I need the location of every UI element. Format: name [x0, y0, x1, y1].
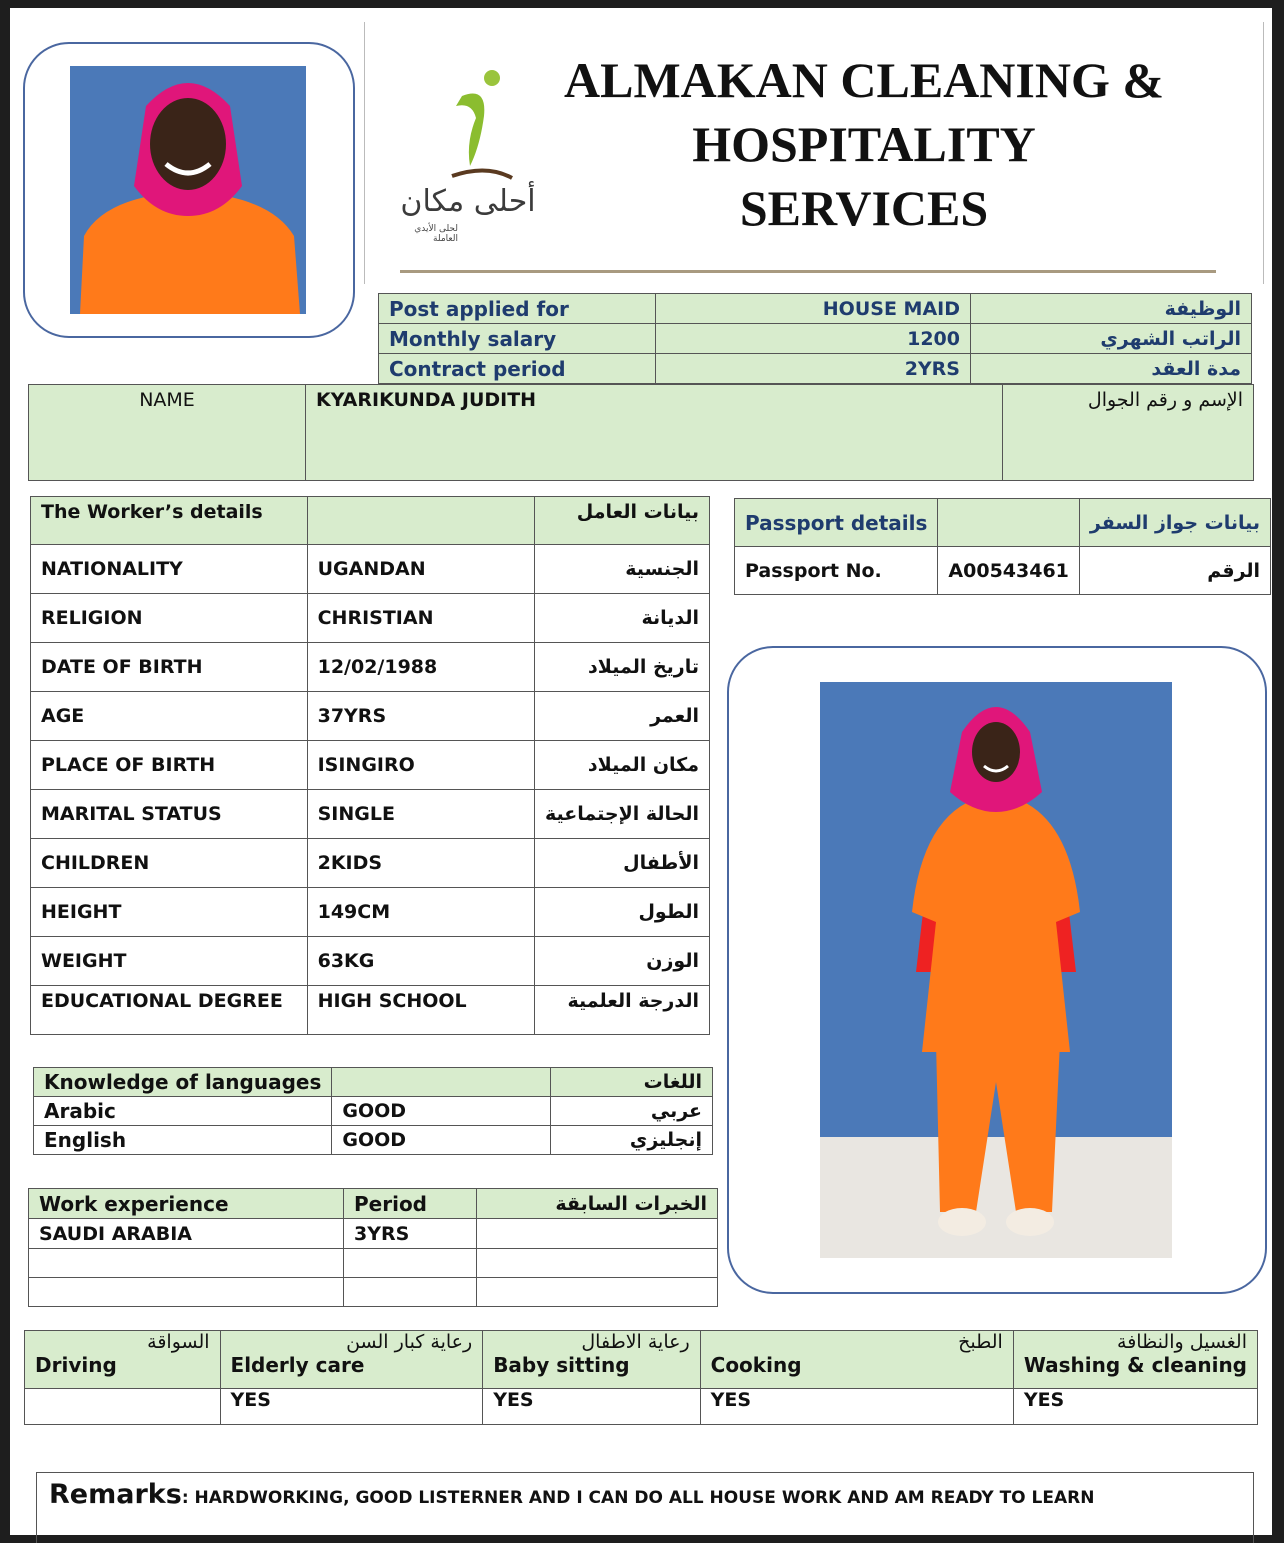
skill-washing-value: YES — [1013, 1389, 1257, 1425]
passport-header-label: Passport details — [735, 499, 938, 547]
education-label: EDUCATIONAL DEGREE — [31, 986, 308, 1035]
languages-header-blank — [332, 1068, 551, 1097]
skill-driving-ar: السواقة — [147, 1331, 210, 1353]
weight-label-ar: الوزن — [535, 937, 710, 986]
remarks-text: : HARDWORKING, GOOD LISTERNER AND I CAN DO ALL HOUSE WORK AND AM READY TO LEARN — [181, 1488, 1095, 1508]
age-value: 37YRS — [307, 692, 534, 741]
skill-washing-header — [1013, 1331, 1257, 1389]
passport-no-label: Passport No. — [735, 547, 938, 595]
experience-header-label: Work experience — [29, 1189, 344, 1219]
experience-period: 3YRS — [344, 1219, 477, 1249]
weight-label: WEIGHT — [31, 937, 308, 986]
post-label: Post applied for — [379, 294, 656, 324]
skill-driving-header — [25, 1331, 221, 1389]
pob-label-ar: مكان الميلاد — [535, 741, 710, 790]
marital-value: SINGLE — [307, 790, 534, 839]
religion-value: CHRISTIAN — [307, 594, 534, 643]
skill-cooking-ar: الطبخ — [958, 1331, 1003, 1353]
skill-cooking-header — [700, 1331, 1013, 1389]
lang-english-ar: إنجليزي — [551, 1126, 713, 1155]
lang-arabic-label: Arabic — [34, 1097, 332, 1126]
marital-label: MARITAL STATUS — [31, 790, 308, 839]
children-label-ar: الأطفال — [535, 839, 710, 888]
portrait-frame — [23, 42, 355, 338]
experience-empty-cell — [477, 1249, 718, 1278]
header-divider — [400, 270, 1216, 273]
job-table — [378, 293, 1252, 384]
name-label: NAME — [29, 385, 306, 481]
skill-elderly-ar: رعاية كبار السن — [346, 1331, 473, 1353]
dob-label-ar: تاريخ الميلاد — [535, 643, 710, 692]
salary-value: 1200 — [656, 324, 971, 354]
experience-blank — [477, 1219, 718, 1249]
worker-header-blank — [307, 497, 534, 545]
skill-baby-en: Baby sitting — [493, 1353, 630, 1377]
company-title — [548, 48, 1180, 240]
contract-value: 2YRS — [656, 354, 971, 384]
salary-label-ar: الراتب الشهري — [971, 324, 1252, 354]
skill-driving-en: Driving — [35, 1353, 117, 1377]
dob-label: DATE OF BIRTH — [31, 643, 308, 692]
nationality-value: UGANDAN — [307, 545, 534, 594]
experience-header-period: Period — [344, 1189, 477, 1219]
experience-empty-cell — [29, 1278, 344, 1307]
skill-cooking-value: YES — [700, 1389, 1013, 1425]
remarks-box — [36, 1472, 1254, 1543]
skill-baby-value: YES — [483, 1389, 700, 1425]
experience-empty-cell — [344, 1278, 477, 1307]
logo-arabic-text: أحلى مكان — [400, 184, 536, 219]
height-label-ar: الطول — [535, 888, 710, 937]
experience-table — [28, 1188, 718, 1307]
logo-sub-text: لحلى الأيدي العاملة — [414, 224, 458, 244]
skill-elderly-en: Elderly care — [230, 1353, 365, 1377]
post-label-ar: الوظيفة — [971, 294, 1252, 324]
experience-empty-cell — [477, 1278, 718, 1307]
skill-cooking-en: Cooking — [710, 1353, 802, 1377]
name-table — [28, 384, 1254, 481]
education-label-ar: الدرجة العلمية — [535, 986, 710, 1035]
company-title-line-2: HOSPITALITY — [692, 116, 1036, 172]
worker-header-ar: بيانات العامل — [535, 497, 710, 545]
fullbody-photo — [820, 682, 1172, 1258]
passport-header-ar: بيانات جواز السفر — [1079, 499, 1270, 547]
passport-header-blank — [938, 499, 1079, 547]
experience-empty-cell — [29, 1249, 344, 1278]
skill-baby-header — [483, 1331, 700, 1389]
children-label: CHILDREN — [31, 839, 308, 888]
skill-elderly-header — [220, 1331, 483, 1389]
salary-label: Monthly salary — [379, 324, 656, 354]
skill-driving-value — [25, 1389, 221, 1425]
contract-label-ar: مدة العقد — [971, 354, 1252, 384]
languages-table — [33, 1067, 713, 1155]
age-label: AGE — [31, 692, 308, 741]
religion-label: RELIGION — [31, 594, 308, 643]
company-title-line-3: SERVICES — [739, 180, 989, 236]
weight-value: 63KG — [307, 937, 534, 986]
remarks-label: Remarks — [49, 1479, 182, 1510]
languages-header-ar: اللغات — [551, 1068, 713, 1097]
skill-washing-ar: الغسيل والنظافة — [1117, 1331, 1247, 1353]
experience-header-ar: الخبرات السابقة — [477, 1189, 718, 1219]
post-value: HOUSE MAID — [656, 294, 971, 324]
skills-table — [24, 1330, 1258, 1425]
passport-no-label-ar: الرقم — [1079, 547, 1270, 595]
pob-label: PLACE OF BIRTH — [31, 741, 308, 790]
passport-table — [734, 498, 1271, 595]
education-value: HIGH SCHOOL — [307, 986, 534, 1035]
religion-label-ar: الديانة — [535, 594, 710, 643]
languages-header-label: Knowledge of languages — [34, 1068, 332, 1097]
nationality-label: NATIONALITY — [31, 545, 308, 594]
nationality-label-ar: الجنسية — [535, 545, 710, 594]
skill-elderly-value: YES — [220, 1389, 483, 1425]
experience-country: SAUDI ARABIA — [29, 1219, 344, 1249]
height-value: 149CM — [307, 888, 534, 937]
lang-arabic-value: GOOD — [332, 1097, 551, 1126]
age-label-ar: العمر — [535, 692, 710, 741]
company-logo — [392, 66, 542, 246]
lang-english-value: GOOD — [332, 1126, 551, 1155]
pob-value: ISINGIRO — [307, 741, 534, 790]
skill-baby-ar: رعاية الاطفال — [581, 1331, 690, 1353]
worker-header-label: The Worker’s details — [31, 497, 308, 545]
worker-details-table — [30, 496, 710, 1035]
passport-no-value: A00543461 — [938, 547, 1079, 595]
skill-washing-en: Washing & cleaning — [1023, 1353, 1247, 1377]
lang-arabic-ar: عربي — [551, 1097, 713, 1126]
height-label: HEIGHT — [31, 888, 308, 937]
lang-english-label: English — [34, 1126, 332, 1155]
portrait-photo — [70, 66, 306, 314]
contract-label: Contract period — [379, 354, 656, 384]
name-label-ar: الإسم و رقم الجوال — [1003, 385, 1254, 481]
dob-value: 12/02/1988 — [307, 643, 534, 692]
name-value: KYARIKUNDA JUDITH — [306, 385, 1003, 481]
experience-empty-cell — [344, 1249, 477, 1278]
company-title-line-1: ALMAKAN CLEANING & — [564, 52, 1164, 108]
fullbody-frame — [727, 646, 1267, 1294]
children-value: 2KIDS — [307, 839, 534, 888]
marital-label-ar: الحالة الإجتماعية — [535, 790, 710, 839]
